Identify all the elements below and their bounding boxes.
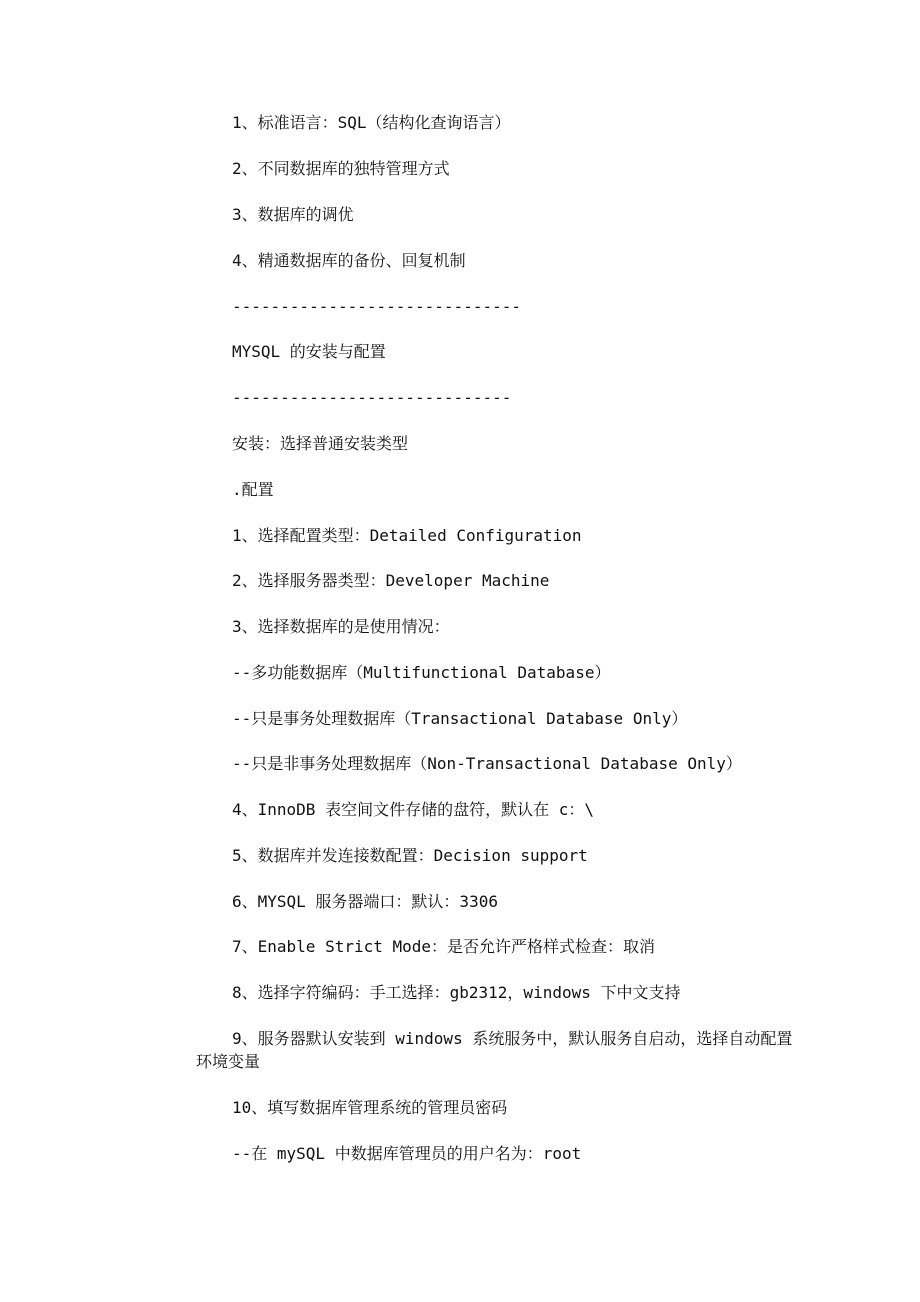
line-root-user: --在 mySQL 中数据库管理员的用户名为：root [232, 1144, 582, 1163]
line-config-3: 3、选择数据库的是使用情况： [232, 617, 450, 636]
line-install: 安装：选择普通安装类型 [232, 434, 409, 453]
section-title: MYSQL 的安装与配置 [232, 342, 386, 361]
line-config-heading: .配置 [232, 480, 274, 499]
line-2: 2、不同数据库的独特管理方式 [232, 159, 450, 178]
line-config-2: 2、选择服务器类型：Developer Machine [232, 571, 550, 590]
line-config-1: 1、选择配置类型：Detailed Configuration [232, 526, 582, 545]
line-option-1: --多功能数据库（Multifunctional Database） [232, 663, 611, 682]
line-config-6: 6、MYSQL 服务器端口：默认：3306 [232, 892, 498, 911]
line-1: 1、标准语言：SQL（结构化查询语言） [232, 113, 511, 132]
line-option-3: --只是非事务处理数据库（Non-Transactional Database Only） [232, 754, 742, 773]
line-config-7: 7、Enable Strict Mode：是否允许严格样式检查：取消 [232, 937, 656, 956]
divider-1: ------------------------------ [232, 297, 521, 316]
line-config-8: 8、选择字符编码：手工选择：gb2312，windows 下中文支持 [232, 983, 681, 1002]
line-option-2: --只是事务处理数据库（Transactional Database Only） [232, 709, 688, 728]
line-config-4: 4、InnoDB 表空间文件存储的盘符，默认在 c：\ [232, 800, 594, 819]
line-3: 3、数据库的调优 [232, 205, 354, 224]
line-config-9: 9、服务器默认安装到 windows 系统服务中，默认服务自启动，选择自动配置环境变量 [196, 1029, 793, 1071]
line-config-10: 10、填写数据库管理系统的管理员密码 [232, 1098, 508, 1117]
line-4: 4、精通数据库的备份、回复机制 [232, 251, 466, 270]
divider-2: ----------------------------- [232, 388, 512, 407]
line-config-5: 5、数据库并发连接数配置：Decision support [232, 846, 588, 865]
